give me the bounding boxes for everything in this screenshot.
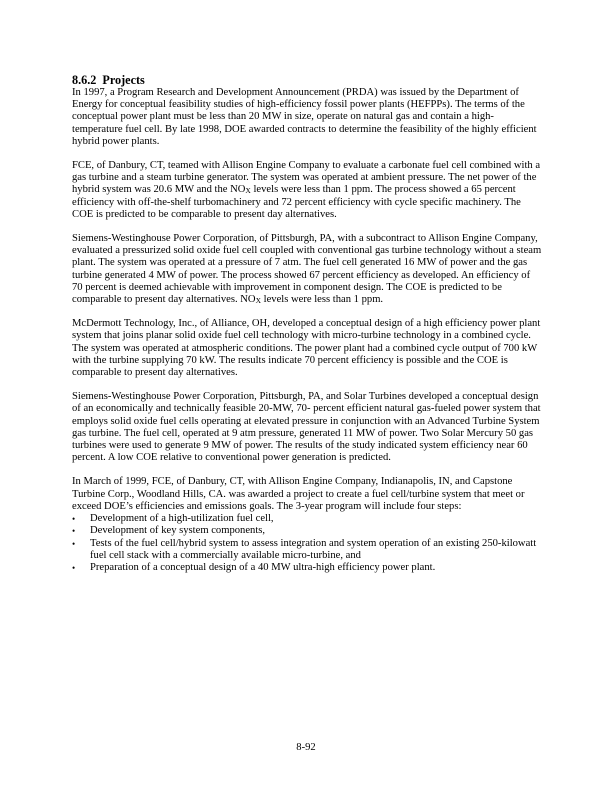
- bullet-icon: •: [72, 562, 76, 573]
- list-item: [72, 562, 542, 574]
- page-number: 8-92: [296, 742, 316, 753]
- paragraph-siemens-allison-text-b: levels were less than 1 ppm.: [260, 294, 384, 306]
- paragraph-siemens-allison: [72, 233, 542, 306]
- paragraph-siemens-solar: Siemens-Westinghouse Power Corporation, Pittsburgh, PA, and Solar Turbines developed a conceptual design of an economically and technically feasible 20-MW, 70- percent efficient natural gas-fueled power system that employs solid oxide fuel cells operating at elevated pressure in conjunction with an Advanced Turbine System gas turbine. The fuel cell, operated at 9 atm pressure, generated 11 MW of power. Two Solar Mercury 50 gas turbines were used to generate 9 MW of power. The results of the study indicated system efficiency near 60 percent. A low COE relative to conventional power generation is predicted.: [72, 391, 541, 464]
- nox-subscript: X: [255, 296, 261, 306]
- paragraph-fce-allison: [72, 160, 542, 221]
- list-item-text: Tests of the fuel cell/hybrid system to assess integration and system operation of an existing 250-kilowatt fuel cell stack with a commercially available micro-turbine, and: [90, 537, 537, 561]
- bullet-icon: •: [72, 514, 76, 525]
- bullet-icon: •: [72, 526, 76, 537]
- nox-subscript: X: [245, 186, 251, 196]
- list-item-text: Preparation of a conceptual design of a 40 MW ultra-high efficiency power plant.: [90, 561, 436, 573]
- list-item: [72, 513, 542, 525]
- list-item-text: Development of key system components,: [90, 525, 266, 537]
- steps-list: [72, 513, 542, 574]
- list-item: [72, 538, 542, 562]
- list-item: [72, 525, 542, 537]
- paragraph-fce-allison-text-a: FCE, of Danbury, CT, teamed with Allison Engine Company to evaluate a carbonate fuel cell combined with a gas turbine and a steam turbine generator. The system was operated at ambient pressure. The net power of the hybrid system was 20.6 MW and the NO: [72, 160, 541, 196]
- paragraph-fce-1999: In March of 1999, FCE, of Danbury, CT, with Allison Engine Company, Indianapolis, IN, and Capstone Turbine Corp., Woodland Hills, CA. was awarded a project to create a fuel cell/turbine system that meet or exceed DOE’s efficiencies and emissions goals. The 3-year program will include four steps:: [72, 476, 525, 512]
- paragraph-siemens-allison-text-a: Siemens-Westinghouse Power Corporation, of Pittsburgh, PA, with a subcontract to Allison Engine Company, evaluated a pressurized solid oxide fuel cell coupled with conventional gas turbine technology without a steam plant. The system was operated at a pressure of 7 atm. The fuel cell generated 16 MW of power and the gas turbine generated 4 MW of power. The process showed 67 percent efficiency as developed. An efficiency of 70 percent is deemed achievable with improvement in component design. The COE is predicted to be comparable to present day alternatives. NO: [72, 233, 542, 306]
- paragraph-mcdermott: McDermott Technology, Inc., of Alliance, OH, developed a conceptual design of a high efficiency power plant system that joins planar solid oxide fuel cell technology with micro-turbine technology in a combined cycle. The system was operated at atmospheric conditions. The power plant had a combined cycle output of 700 kW with the turbine supplying 70 kW. The results indicate 70 percent efficiency is possible and the COE is comparable to present day alternatives.: [72, 318, 541, 379]
- section-number: 8.6.2: [72, 73, 97, 87]
- section-heading: [72, 73, 542, 87]
- paragraph-fce-allison-text-b: levels were less than 1 ppm. The process showed a 65 percent efficiency with off-the-shelf turbomachinery and 72 percent efficiency with cycle specific machinery. The COE is predicted to be comparable to present day alternatives.: [72, 184, 521, 220]
- document-page: [72, 73, 542, 574]
- list-item-text: Development of a high-utilization fuel cell,: [90, 513, 274, 525]
- bullet-icon: •: [72, 538, 76, 549]
- paragraph-prda: In 1997, a Program Research and Development Announcement (PRDA) was issued by the Department of Energy for conceptual feasibility studies of high-efficiency fossil power plants (HEFPPs). The terms of the conceptual power plant must be less than 20 MW in size, operate on natural gas and contain a high-temperature fuel cell. By late 1998, DOE awarded contracts to determine the feasibility of the highly efficient hybrid power plants.: [72, 87, 537, 147]
- section-title: Projects: [102, 73, 145, 87]
